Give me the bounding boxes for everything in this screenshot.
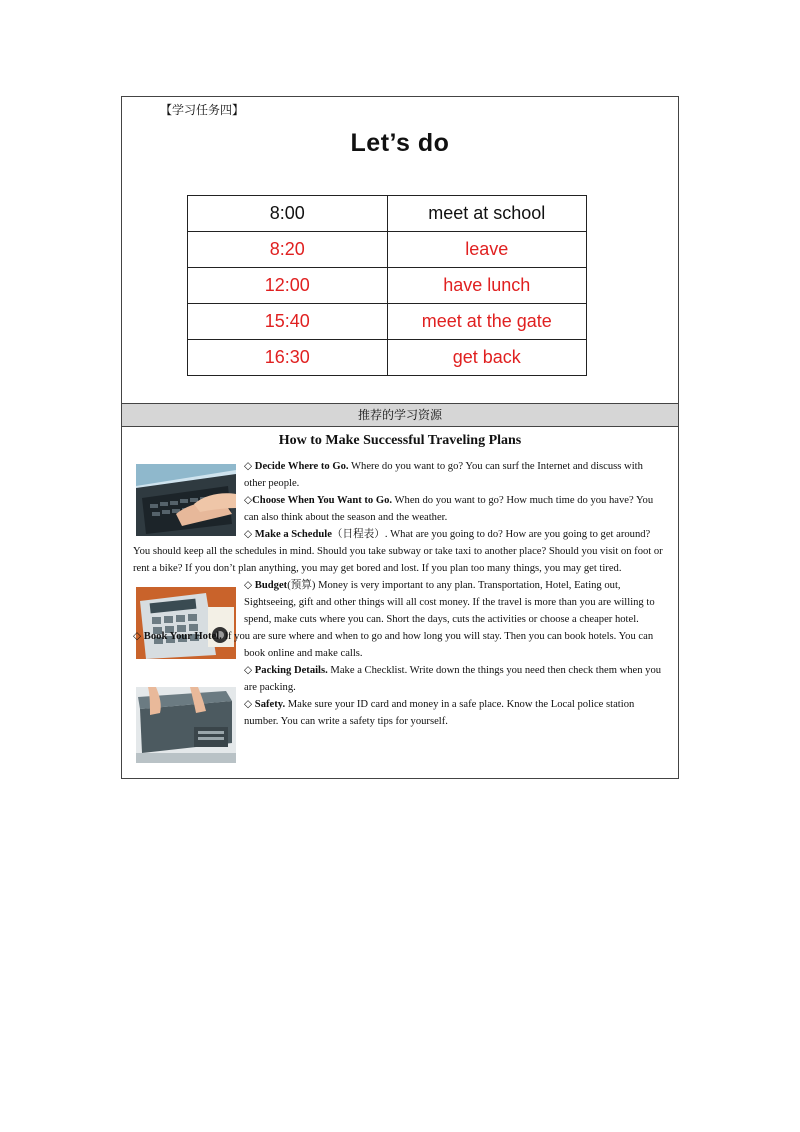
section-text: If you are sure where and when to go and how long you will stay. Then you can book hotels. You can book online and make calls. [221, 631, 654, 659]
section-note: (预算) [287, 580, 316, 591]
schedule-activity: leave [387, 232, 587, 268]
section-decide-where [133, 458, 663, 492]
schedule-activity: have lunch [387, 268, 587, 304]
schedule-row [188, 304, 587, 340]
diamond-bullet-icon: ◇ [244, 529, 255, 540]
section-note: （日程表）. [331, 529, 388, 540]
schedule-time: 8:00 [188, 196, 388, 232]
section-text: Make sure your ID card and money in a safe place. Know the Local police station number. You can write a safety tips for yourself. [244, 699, 635, 727]
schedule-row [188, 340, 587, 376]
section-safety [133, 696, 663, 730]
article-title: How to Make Successful Traveling Plans [278, 433, 522, 448]
schedule-row [188, 268, 587, 304]
schedule-row [188, 196, 587, 232]
diamond-bullet-icon: ◇ [133, 631, 144, 642]
section-book-hotel [133, 628, 663, 662]
diamond-bullet-icon: ◇ [244, 699, 255, 710]
diamond-bullet-icon: ◇ [244, 495, 253, 506]
task-label: 【学习任务四】 [160, 103, 245, 117]
section-heading: Choose When You Want to Go. [252, 495, 393, 506]
resources-heading: 推荐的学习资源 [122, 403, 678, 427]
schedule-time: 16:30 [188, 340, 388, 376]
schedule-activity: meet at school [387, 196, 587, 232]
section-heading: Make a Schedule [254, 529, 332, 540]
article-body [133, 458, 663, 730]
section-packing-details [133, 662, 663, 696]
section-text: Make a Checklist. Write down the things you need then check them when you are packing. [244, 665, 662, 693]
section-text: What are you going to do? How are you going to get around? You should keep all the schedules in mind. Should you take subway or take taxi to another place? Should you visit on foot or rent a bike? If you don’t plan anything, you may get bored and lost. If you plan too many things, you may get tired. [133, 529, 663, 574]
section-text: Where do you want to go? You can surf the Internet and discuss with other people. [244, 461, 643, 489]
section-text: When do you want to go? How much time do you have? You can also think about the season and the weather. [244, 495, 654, 523]
section-heading: Decide Where to Go. [254, 461, 349, 472]
schedule-row [188, 232, 587, 268]
schedule-table [187, 195, 587, 376]
diamond-bullet-icon: ◇ [244, 665, 255, 676]
schedule-time: 15:40 [188, 304, 388, 340]
schedule-activity: meet at the gate [387, 304, 587, 340]
schedule-time: 12:00 [188, 268, 388, 304]
section-heading: Book Your Hotel. [143, 631, 222, 642]
diamond-bullet-icon: ◇ [244, 580, 255, 591]
schedule-activity: get back [387, 340, 587, 376]
section-heading: Budget [254, 580, 288, 591]
section-heading: Packing Details. [254, 665, 328, 676]
section-budget [133, 577, 663, 628]
section-make-schedule [133, 526, 663, 577]
section-text: Money is very important to any plan. Transportation, Hotel, Eating out, Sightseeing, gift and other things will all cost money. If the travel is more than you are willing to spend, make cuts where you can. Short the days, cuts the activities or choose a cheaper hotel. [244, 580, 655, 625]
schedule-time: 8:20 [188, 232, 388, 268]
diamond-bullet-icon: ◇ [244, 461, 255, 472]
lets-do-title: Let’s do [350, 129, 450, 157]
section-choose-when [133, 492, 663, 526]
section-heading: Safety. [254, 699, 286, 710]
